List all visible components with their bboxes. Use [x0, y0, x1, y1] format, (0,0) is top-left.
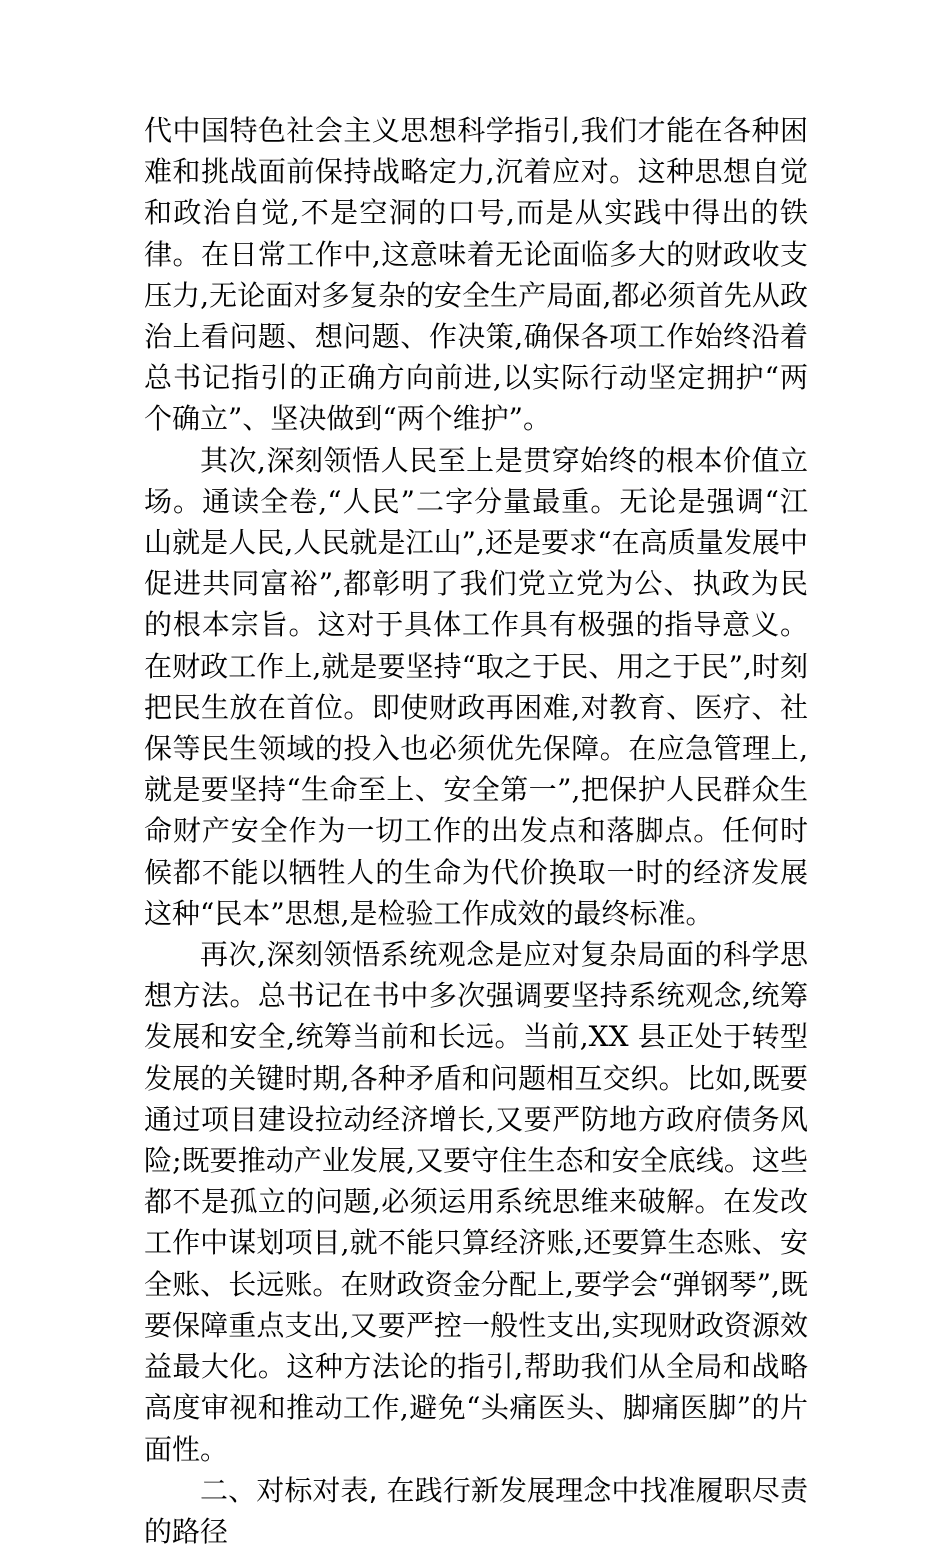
- paragraph-continuation: 代中国特色社会主义思想科学指引,我们才能在各种困难和挑战面前保持战略定力,沉着应对。这种思想自觉和政治自觉,不是空洞的口号,而是从实践中得出的铁律。在日常工作中,这意味着无论面临多大的财政收支压力,无论面对多复杂的安全生产局面,都必须首先从政治上看问题、想问题、作决策,确保各项工作始终沿着总书记指引的正确方向前进,以实际行动坚定拥护“两个确立”、坚决做到“两个维护”。: [144, 114, 808, 436]
- section-heading: 二、对标对表, 在践行新发展理念中找准履职尽责的路径: [144, 1473, 808, 1548]
- paragraph-systems-thinking: 再次,深刻领悟系统观念是应对复杂局面的科学思想方法。总书记在书中多次强调要坚持系统观念,统筹发展和安全,统筹当前和长远。当前,XX 县正处于转型发展的关键时期,各种矛盾和问题相互交织。比如,既要通过项目建设拉动经济增长,又要严防地方政府债务风险;既要推动产业发展,又要守住生态和安全底线。这些都不是孤立的问题,必须运用系统思维来破解。在发改工作中谋划项目,就不能只算经济账,还要算生态账、安全账、长远账。在财政资金分配上,要学会“弹钢琴”,既要保障重点支出,又要严控一般性支出,实现财政资源效益最大化。这种方法论的指引,帮助我们从全局和战略高度审视和推动工作,避免“头痛医头、脚痛医脚”的片面性。: [144, 938, 808, 1466]
- document-page: [144, 110, 808, 1552]
- paragraph-people-first: 其次,深刻领悟人民至上是贯穿始终的根本价值立场。通读全卷,“人民”二字分量最重。无论是强调“江山就是人民,人民就是江山”,还是要求“在高质量发展中促进共同富裕”,都彰明了我们党立党为公、执政为民的根本宗旨。这对于具体工作具有极强的指导意义。在财政工作上,就是要坚持“取之于民、用之于民”,时刻把民生放在首位。即使财政再困难,对教育、医疗、社保等民生领域的投入也必须优先保障。在应急管理上,就是要坚持“生命至上、安全第一”,把保护人民群众生命财产安全作为一切工作的出发点和落脚点。任何时候都不能以牺牲人的生命为代价换取一时的经济发展这种“民本”思想,是检验工作成效的最终标准。: [144, 443, 808, 930]
